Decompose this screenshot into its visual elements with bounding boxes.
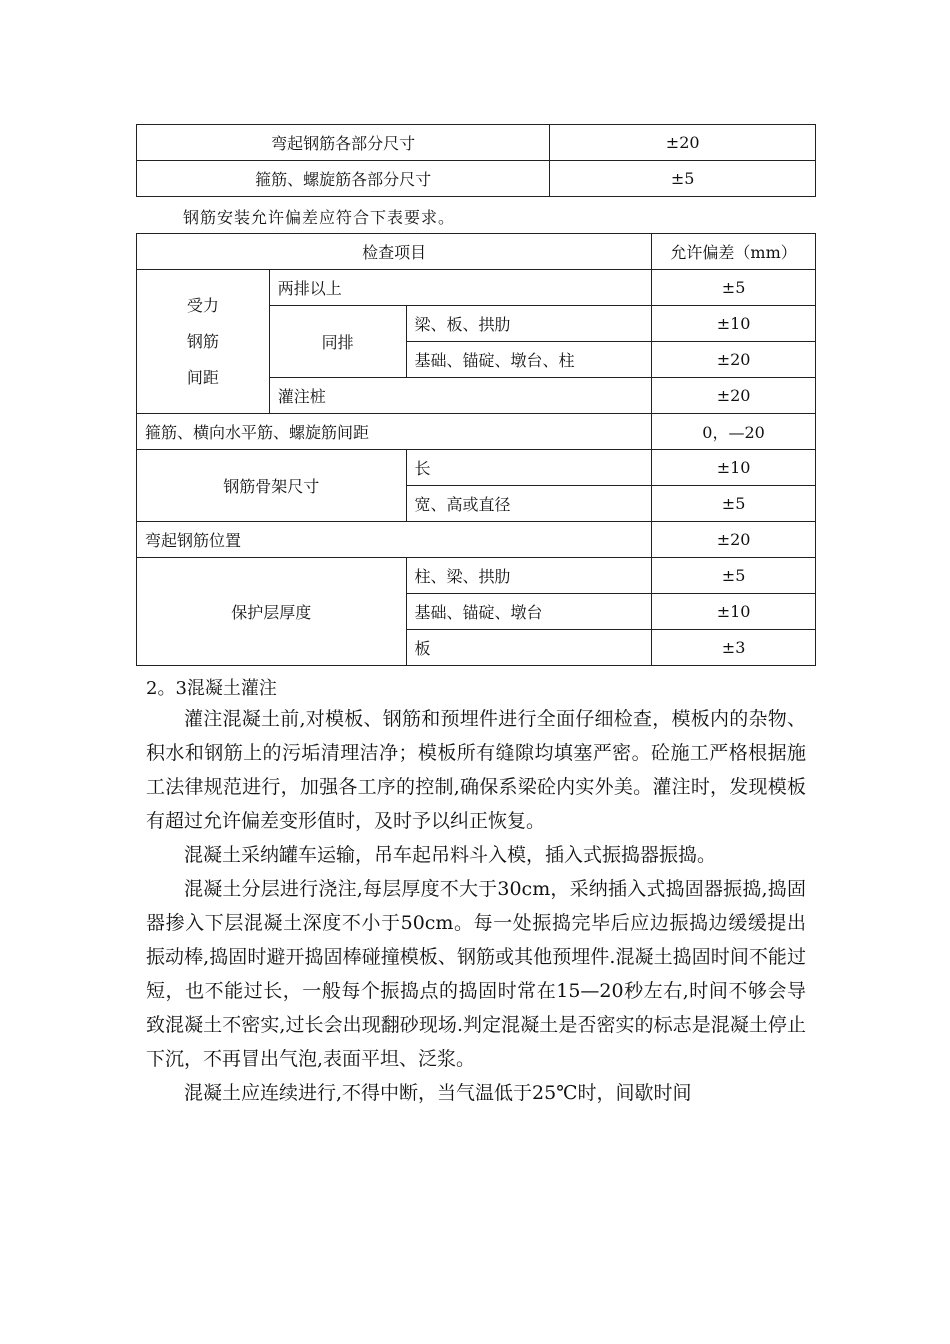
table-cell: 0，—20	[652, 414, 816, 450]
table-row	[137, 558, 816, 594]
table-cell: 柱、梁、拱肋	[406, 558, 652, 594]
table-row	[137, 270, 816, 306]
group-label-line: 钢筋	[186, 331, 219, 351]
table-row	[137, 522, 816, 558]
paragraph: 灌注混凝土前,对模板、钢筋和预埋件进行全面仔细检查，模板内的杂物、积水和钢筋上的污垢清理洁净；模板所有缝隙均填塞严密。砼施工严格根据施工法律规范进行，加强各工序的控制,确保系梁砼内实外美。灌注时，发现模板有超过允许偏差变形值时，及时予以纠正恢复。	[146, 708, 806, 832]
table-cell: 梁、板、拱肋	[406, 306, 652, 342]
bend-tolerance-table	[136, 124, 816, 197]
table-cell: 两排以上	[269, 270, 651, 306]
table-cell: 基础、锚碇、墩台	[406, 594, 652, 630]
table-cell: 基础、锚碇、墩台、柱	[406, 342, 652, 378]
table-cell: 长	[406, 450, 652, 486]
body-text	[146, 702, 806, 1110]
table-cell: ±20	[550, 125, 816, 161]
table-cell: 弯起钢筋位置	[137, 522, 652, 558]
table-cell: 箍筋、螺旋筋各部分尺寸	[137, 161, 550, 197]
table-cell: ±20	[652, 522, 816, 558]
section-heading: 2。3混凝土灌注	[146, 678, 277, 699]
table-cell: 板	[406, 630, 652, 666]
table-cell: ±3	[652, 630, 816, 666]
table-cell: 弯起钢筋各部分尺寸	[137, 125, 550, 161]
paragraph: 混凝土应连续进行,不得中断，当气温低于25℃时，间歇时间	[184, 1082, 692, 1104]
table-cell: ±10	[652, 306, 816, 342]
table-intro-note: 钢筋安装允许偏差应符合下表要求。	[183, 208, 456, 227]
table-cell: ±5	[652, 558, 816, 594]
table-cell: 灌注桩	[269, 378, 651, 414]
table-cell: ±5	[550, 161, 816, 197]
header-item-cell: 检查项目	[137, 234, 652, 270]
group-label-line: 间距	[186, 367, 219, 387]
table-row	[137, 125, 816, 161]
paragraph: 混凝土采纳罐车运输，吊车起吊料斗入模，插入式振捣器振捣。	[184, 844, 717, 866]
table-cell: ±10	[652, 450, 816, 486]
table-cell: ±5	[652, 486, 816, 522]
group-label-line: 受力	[186, 295, 219, 315]
header-value-cell: 允许偏差（mm）	[652, 234, 816, 270]
table-row	[137, 414, 816, 450]
table-cell: ±5	[652, 270, 816, 306]
paragraph: 混凝土分层进行浇注,每层厚度不大于30cm，采纳插入式捣固器振捣,捣固器掺入下层混凝土深度不小于50cm。每一处振捣完毕后应边振捣边缓缓提出振动棒,捣固时避开捣固棒碰撞模板、钢筋或其他预埋件.混凝土捣固时间不能过短，也不能过长，一般每个振捣点的捣固时常在15—20秒左右,时间不够会导致混凝土不密实,过长会出现翻砂现场.判定混凝土是否密实的标志是混凝土停止下沉，不再冒出气泡,表面平坦、泛浆。	[146, 878, 806, 1070]
group-label-frame: 钢筋骨架尺寸	[137, 450, 407, 522]
table-row	[137, 234, 816, 270]
group-label-cover: 保护层厚度	[137, 558, 407, 666]
table-row	[137, 450, 816, 486]
same-row-label: 同排	[269, 306, 406, 378]
installation-tolerance-table	[136, 233, 816, 666]
table-cell: 宽、高或直径	[406, 486, 652, 522]
table-cell: ±20	[652, 378, 816, 414]
table-cell: 箍筋、横向水平筋、螺旋筋间距	[137, 414, 652, 450]
table-cell: ±20	[652, 342, 816, 378]
group-label-spacing	[137, 270, 270, 414]
table-cell: ±10	[652, 594, 816, 630]
table-row	[137, 161, 816, 197]
